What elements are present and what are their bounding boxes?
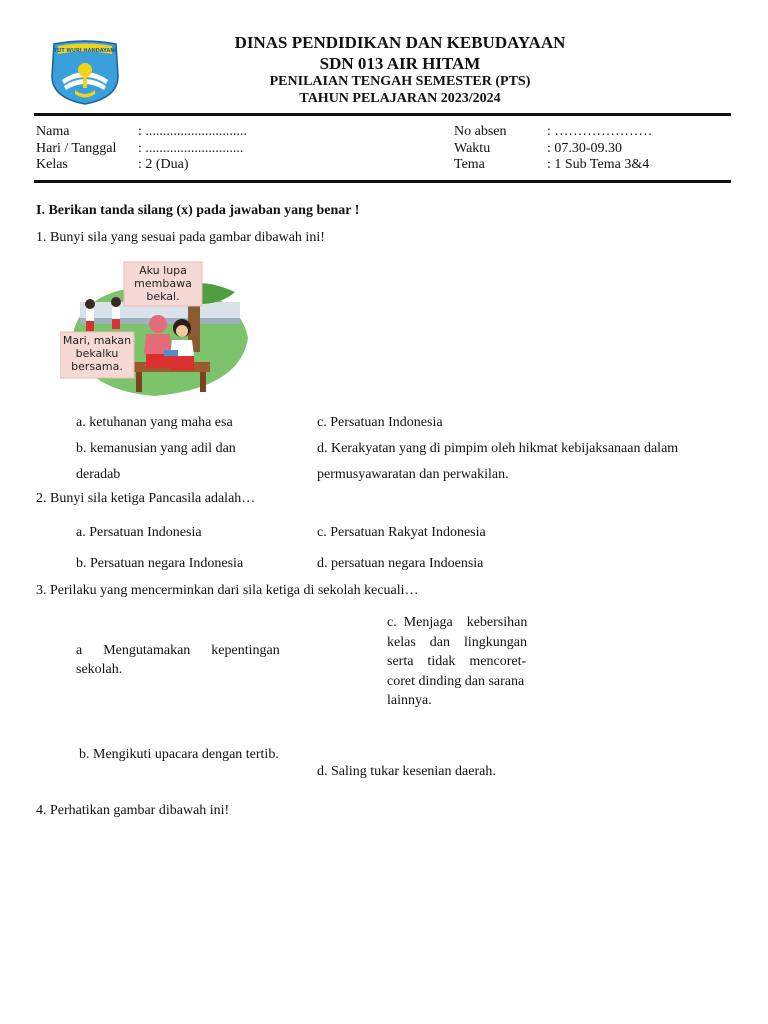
svg-text:TUT WURI HANDAYANI: TUT WURI HANDAYANI xyxy=(53,48,117,54)
q3-option-c-line-3: serta tidak mencoret- xyxy=(387,654,527,669)
bubble-top-line-2: membawa xyxy=(134,277,192,290)
q2-option-a[interactable]: a. Persatuan Indonesia xyxy=(76,525,202,540)
q1-option-d[interactable]: d. Kerakyatan yang di pimpim oleh hikmat kebijaksanaan dalam xyxy=(317,441,679,456)
absen-label: No absen xyxy=(454,124,507,139)
bubble-top-line-1: Aku lupa xyxy=(139,264,187,277)
q3-option-b[interactable]: b. Mengikuti upacara dengan tertib. xyxy=(79,747,279,762)
tut-wuri-handayani-logo xyxy=(48,40,122,106)
kelas-value: : 2 (Dua) xyxy=(138,157,189,172)
q3-option-c[interactable] xyxy=(387,613,543,711)
q1-option-d-cont: permusyawaratan dan perwakilan. xyxy=(317,467,509,482)
header-school: SDN 013 AIR HITAM xyxy=(319,54,481,73)
bubble-left-line-3: bersama. xyxy=(71,360,123,373)
bubble-left-line-2: bekalku xyxy=(75,347,119,360)
kelas-label: Kelas xyxy=(36,157,68,172)
q3-option-c-line-4: coret dinding dan sarana xyxy=(387,673,525,689)
hari-field[interactable]: : ............................ xyxy=(138,141,244,156)
q3-option-a-cont: sekolah. xyxy=(76,662,123,677)
header-year: TAHUN PELAJARAN 2023/2024 xyxy=(299,91,501,106)
nama-label: Nama xyxy=(36,124,70,139)
q3-option-c-line-5: lainnya. xyxy=(387,693,432,708)
q1-option-a[interactable]: a. ketuhanan yang maha esa xyxy=(76,415,233,430)
tema-value: : 1 Sub Tema 3&4 xyxy=(547,157,650,172)
question-4: 4. Perhatikan gambar dibawah ini! xyxy=(36,803,230,818)
q1-option-c[interactable]: c. Persatuan Indonesia xyxy=(317,415,443,430)
hari-label: Hari / Tanggal xyxy=(36,141,117,156)
nama-field[interactable]: : ............................. xyxy=(138,124,247,139)
q3-option-c-line-2: kelas dan lingkungan xyxy=(387,634,527,650)
identity-divider xyxy=(34,180,731,183)
q2-option-c[interactable]: c. Persatuan Rakyat Indonesia xyxy=(317,525,486,540)
question-3: 3. Perilaku yang mencerminkan dari sila ketiga di sekolah kecuali… xyxy=(36,583,419,598)
q3-option-c-line-1: c. Menjaga kebersihan xyxy=(387,615,528,630)
question-1: 1. Bunyi sila yang sesuai pada gambar dibawah ini! xyxy=(36,230,325,245)
header-divider xyxy=(34,113,731,116)
header-agency: DINAS PENDIDIKAN DAN KEBUDAYAAN xyxy=(234,33,566,52)
q1-option-b[interactable]: b. kemanusian yang adil dan xyxy=(76,441,236,456)
q2-option-d[interactable]: d. persatuan negara Indoensia xyxy=(317,556,484,571)
waktu-label: Waktu xyxy=(454,141,491,156)
q2-option-b[interactable]: b. Persatuan negara Indonesia xyxy=(76,556,244,571)
sharing-lunch-illustration xyxy=(60,258,250,400)
bubble-left-line-1: Mari, makan xyxy=(62,334,132,347)
question-2: 2. Bunyi sila ketiga Pancasila adalah… xyxy=(36,491,256,506)
q3-option-a[interactable]: a Mengutamakan kepentingan xyxy=(76,643,280,658)
header-exam: PENILAIAN TENGAH SEMESTER (PTS) xyxy=(269,74,531,89)
absen-field[interactable]: : ………………… xyxy=(547,124,653,139)
q3-option-d[interactable]: d. Saling tukar kesenian daerah. xyxy=(317,764,496,779)
section-title: I. Berikan tanda silang (x) pada jawaban yang benar ! xyxy=(36,203,360,218)
waktu-value: : 07.30-09.30 xyxy=(547,141,623,156)
bubble-top-line-3: bekal. xyxy=(146,290,180,303)
tema-label: Tema xyxy=(454,157,485,172)
q1-option-b-cont: deradab xyxy=(76,467,121,482)
